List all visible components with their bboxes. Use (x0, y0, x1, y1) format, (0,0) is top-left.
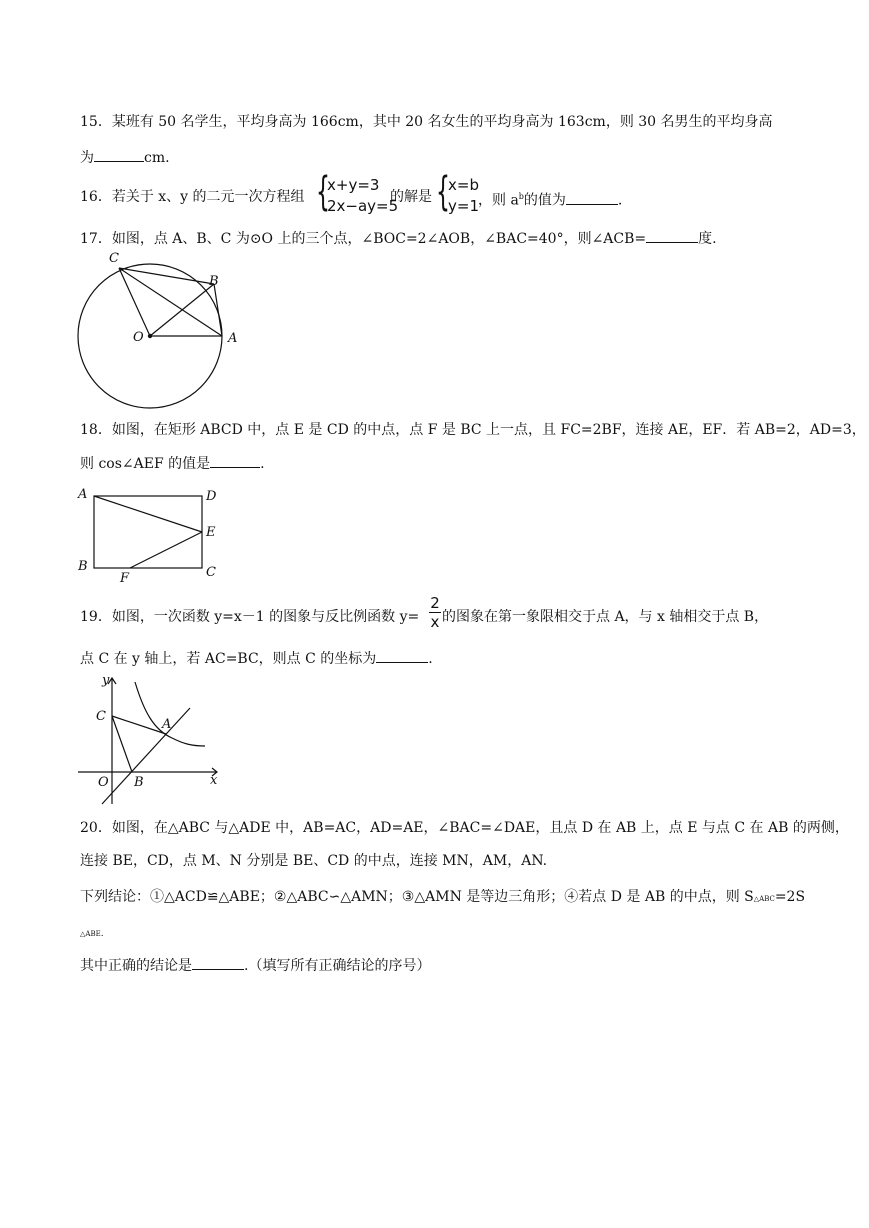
q16-prefix: 16．若关于 x、y 的二元一次方程组 (80, 189, 305, 205)
q19-post: 的图象在第一象限相交于点 A，与 x 轴相交于点 B， (442, 609, 769, 625)
label-f: F (120, 571, 130, 584)
q18-line1: 18．如图，在矩形 ABCD 中，点 E 是 CD 的中点，点 F 是 BC 上一点，且 FC=2BF，连接 AE，EF．若 AB=2，AD=3， (80, 422, 866, 438)
q16-system-brace: { (316, 169, 330, 215)
q20-line3 (80, 887, 805, 909)
label-a: A (228, 331, 238, 346)
label-b: B (134, 775, 144, 790)
q20-conclusions: 下列结论：①△ACD≌△ABE；②△ABC∽△AMN；③△AMN 是等边三角形；④若点 D 是 AB 的中点，则 S (80, 889, 754, 905)
q18-end: . (260, 456, 265, 472)
q15-line2 (80, 147, 170, 168)
q15-unit: cm. (144, 150, 170, 166)
q17-circle-figure (72, 248, 252, 426)
q19-answer-blank[interactable] (376, 648, 428, 663)
label-y: y (102, 673, 110, 688)
q16-solution-brace: { (436, 169, 450, 215)
q18-text: 则 cos∠AEF 的值是 (80, 456, 211, 472)
q16-answer-blank[interactable] (566, 190, 618, 205)
q19-prefix: 19．如图，一次函数 y=x－1 的图象与反比例函数 y= (80, 609, 420, 625)
q20-conclusions-end: =2S (774, 889, 806, 905)
q17-end: 度. (698, 231, 717, 247)
label-c: C (109, 251, 119, 266)
q20-line2: 连接 BE，CD，点 M、N 分别是 BE、CD 的中点，连接 MN，AM，AN. (80, 853, 548, 869)
q16-superscript: b (518, 192, 524, 201)
line-y-x-minus-1 (102, 708, 190, 804)
q16-sol2: y=1 (448, 197, 479, 215)
label-c: C (96, 709, 106, 724)
segment-cb (112, 716, 132, 772)
q17-text: 17．如图，点 A、B、C 为⊙O 上的三个点，∠BOC=2∠AOB，∠BAC=40°，则∠ACB= (80, 231, 647, 247)
q20-line5 (80, 955, 430, 976)
label-b: B (209, 274, 219, 289)
segment-ca (112, 716, 166, 734)
label-x: x (210, 773, 218, 788)
label-o: O (133, 330, 144, 345)
q15-prefix: 为 (80, 150, 94, 166)
q16-eq1: x+y=3 (327, 176, 380, 194)
q16-post1: ，则 a (478, 192, 519, 209)
fraction-denominator: x (430, 613, 440, 631)
q16-eq2: 2x−ay=5 (327, 197, 399, 215)
hyperbola-curve (135, 682, 205, 746)
q20-line4 (80, 922, 104, 944)
segment-cb (119, 268, 214, 284)
segment-ae (94, 496, 202, 532)
q17-answer-blank[interactable] (646, 228, 698, 243)
fraction-numerator: 2 (430, 594, 440, 612)
q15-answer-blank[interactable] (94, 147, 144, 162)
q20-subscript-abe: △ABE (80, 930, 101, 938)
q20-subscript-abc: △ABC (753, 895, 775, 903)
q16-mid: 的解是 (390, 189, 432, 205)
q18-answer-blank[interactable] (210, 453, 260, 468)
label-a: A (78, 487, 88, 502)
q18-line2 (80, 453, 265, 474)
q19-line2 (80, 648, 433, 669)
q15-line1: 15．某班有 50 名学生，平均身高为 166cm，其中 20 名女生的平均身高为 163cm，则 30 名男生的平均身高 (80, 114, 773, 130)
q19-end: . (428, 651, 433, 667)
q20-period: . (100, 929, 104, 939)
q18-rectangle-figure (72, 484, 232, 584)
segment-ef (130, 532, 202, 568)
q19-fraction (429, 594, 441, 631)
center-point (148, 334, 152, 338)
q20-answer-blank[interactable] (192, 955, 244, 970)
rectangle-abcd (94, 496, 202, 568)
q16-sol1: x=b (448, 176, 479, 194)
q20-answer-prompt: 其中正确的结论是 (80, 958, 192, 974)
label-b: B (78, 559, 88, 574)
label-a: A (162, 717, 172, 732)
q20-instruction: .（填写所有正确结论的序号） (244, 958, 431, 974)
label-o: O (98, 775, 109, 790)
q19-text: 点 C 在 y 轴上，若 AC=BC，则点 C 的坐标为 (80, 651, 377, 667)
q16-end: . (617, 192, 623, 209)
label-c: C (206, 565, 216, 580)
segment-ba (214, 284, 222, 336)
label-e: E (206, 525, 216, 540)
q19-graph-figure (72, 672, 232, 808)
q17-line (80, 228, 717, 249)
q16-tail (478, 187, 622, 211)
q16-post2: 的值为 (523, 192, 566, 209)
label-d: D (206, 489, 217, 504)
q20-line1: 20．如图，在△ABC 与△ADE 中，AB=AC，AD=AE，∠BAC=∠DAE，且点 D 在 AB 上，点 E 与点 C 在 AB 的两侧， (80, 820, 849, 836)
